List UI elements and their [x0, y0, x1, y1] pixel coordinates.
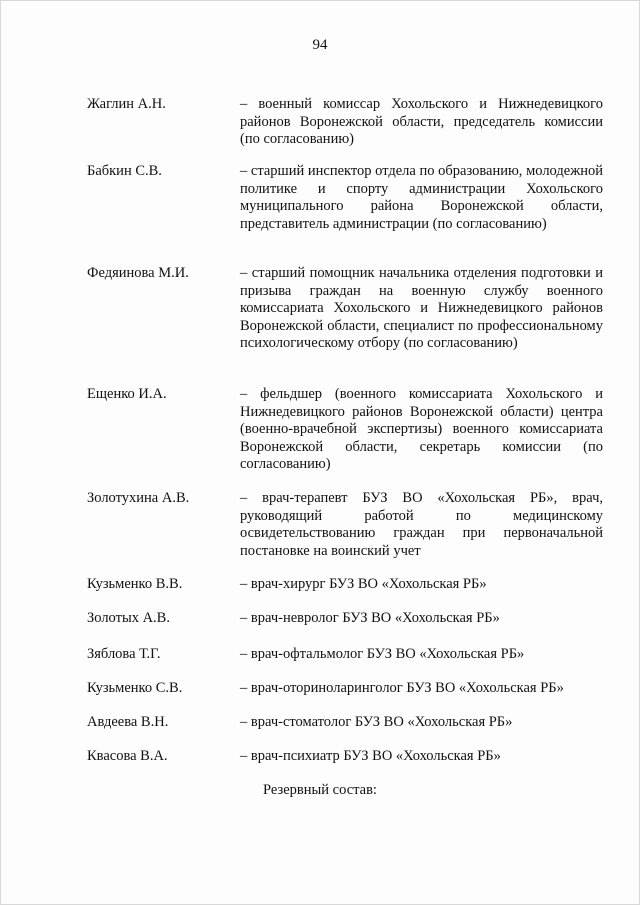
member-role: – врач-стоматолог БУЗ ВО «Хохольская РБ» — [240, 714, 513, 730]
member-name: Жаглин А.Н. — [87, 96, 166, 112]
member-role: – врач-терапевт БУЗ ВО «Хохольская РБ», врач, руководящий работой по медицинскому освидетельствованию граждан при первоначальной постановке на воинский учет — [240, 490, 603, 559]
member-name: Зяблова Т.Г. — [87, 646, 161, 662]
member-role: – военный комиссар Хохольского и Нижнедевицкого районов Воронежской области, председатель комиссии (по согласованию) — [240, 96, 603, 148]
member-name: Ещенко И.А. — [87, 386, 167, 402]
member-role: – фельдшер (военного комиссариата Хохольского и Нижнедевицкого районов Воронежской области) центра (военно-врачебной экспертизы) военного комиссариата Воронежской области, секретарь комиссии (по согласованию) — [240, 386, 603, 473]
page-number: 94 — [312, 37, 328, 53]
member-role: – врач-невролог БУЗ ВО «Хохольская РБ» — [240, 610, 500, 626]
member-role: – врач-психиатр БУЗ ВО «Хохольская РБ» — [240, 748, 501, 764]
member-role: – старший инспектор отдела по образованию, молодежной политике и спорту администрации Хохольского муниципального района Воронежской области, представитель администрации (по согласованию) — [240, 163, 603, 232]
member-name: Золотухина А.В. — [87, 490, 190, 506]
member-name: Кузьменко В.В. — [87, 576, 183, 592]
member-name: Квасова В.А. — [87, 748, 168, 764]
member-role: – старший помощник начальника отделения подготовки и призыва граждан на военную службу военного комиссариата Хохольского и Нижнедевицкого районов Воронежской области, специалист по профессиональному психологическому отбору (по согласованию) — [240, 265, 603, 352]
member-role: – врач-офтальмолог БУЗ ВО «Хохольская РБ» — [240, 646, 525, 662]
reserve-heading: Резервный состав: — [263, 782, 377, 798]
member-name: Золотых А.В. — [87, 610, 170, 626]
member-role: – врач-хирург БУЗ ВО «Хохольская РБ» — [240, 576, 487, 592]
member-name: Кузьменко С.В. — [87, 680, 183, 696]
member-role: – врач-оториноларинголог БУЗ ВО «Хохольская РБ» — [240, 680, 564, 696]
member-name: Авдеева В.Н. — [87, 714, 169, 730]
member-name: Федяинова М.И. — [87, 265, 189, 281]
member-name: Бабкин С.В. — [87, 163, 162, 179]
